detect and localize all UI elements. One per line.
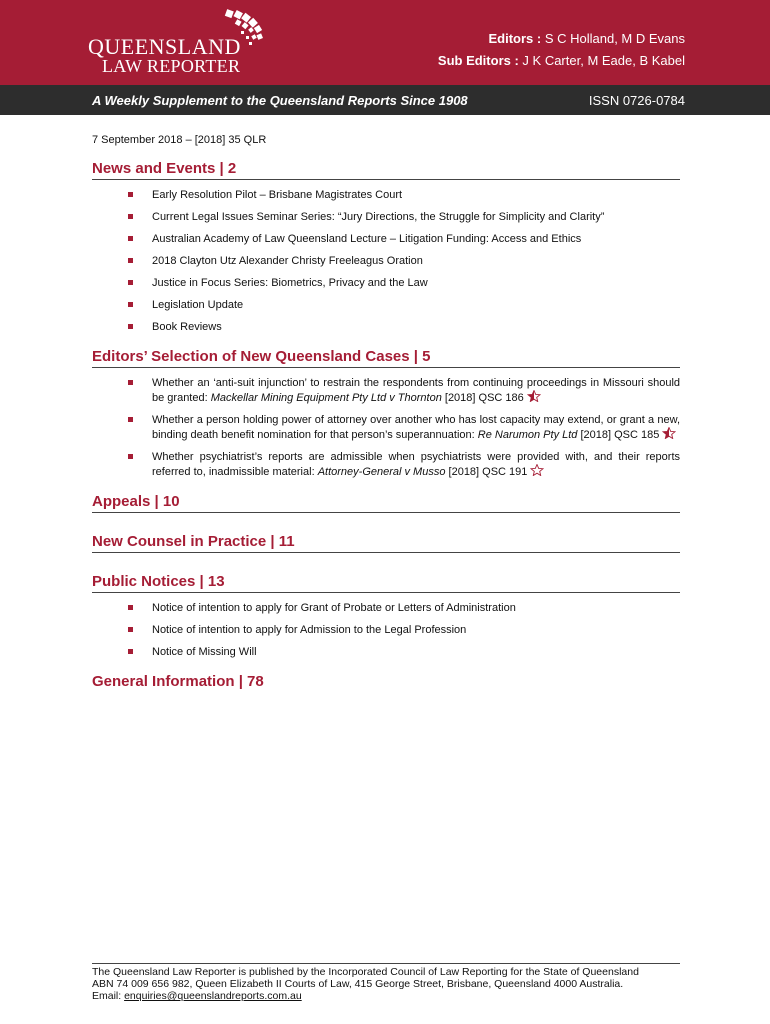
sub-editors-names: J K Carter, M Eade, B Kabel	[522, 53, 685, 68]
list-item: Current Legal Issues Seminar Series: “Jury Directions, the Struggle for Simplicity and Clarity”	[92, 210, 680, 224]
list-item: Notice of Missing Will	[92, 645, 680, 659]
section-general-info	[92, 673, 680, 692]
tagline: A Weekly Supplement to the Queensland Reports Since 1908	[92, 93, 468, 108]
footer-email-line	[92, 990, 680, 1002]
section-title-editors-selection: Editors’ Selection of New Queensland Cases | 5	[92, 348, 680, 368]
editors-block	[438, 28, 685, 72]
section-title-public-notices: Public Notices | 13	[92, 573, 680, 593]
list-item: Australian Academy of Law Queensland Lecture – Litigation Funding: Access and Ethics	[92, 232, 680, 246]
case-name: Re Narumon Pty Ltd	[477, 429, 578, 441]
list-item: Justice in Focus Series: Biometrics, Privacy and the Law	[92, 276, 680, 290]
list-item: Notice of intention to apply for Grant of Probate or Letters of Administration	[92, 601, 680, 615]
logo-line1: QUEENSLAND	[88, 34, 241, 59]
issn: ISSN 0726-0784	[588, 93, 685, 108]
case-citation: [2018] QSC 185	[577, 429, 660, 441]
editors-label: Editors :	[488, 31, 542, 46]
section-title-appeals: Appeals | 10	[92, 493, 680, 513]
section-title-new-counsel: New Counsel in Practice | 11	[92, 533, 680, 553]
case-question: Whether an ‘anti-suit injunction’ to restrain the respondents from continuing proceedings in Missouri should be granted:	[152, 377, 680, 404]
footer-email-label: Email:	[92, 990, 125, 1002]
footer-line1: The Queensland Law Reporter is published by the Incorporated Council of Law Reporting for the State of Queensland	[92, 966, 639, 978]
section-title-general-info: General Information | 78	[92, 673, 264, 690]
section-editors-selection	[92, 348, 680, 479]
case-citation: [2018] QSC 186	[441, 392, 524, 404]
editors-names: S C Holland, M D Evans	[544, 31, 685, 46]
list-item: 2018 Clayton Utz Alexander Christy Freeleagus Oration	[92, 254, 680, 268]
list-item: Legislation Update	[92, 298, 680, 312]
tagline-band	[0, 85, 770, 115]
case-question: Whether a person holding power of attorney over another who has lost capacity may extend, or grant a new, binding death benefit nomination for that person’s superannuation:	[152, 414, 680, 441]
list-item: Early Resolution Pilot – Brisbane Magistrates Court	[92, 188, 680, 202]
half-star-icon	[662, 427, 676, 439]
empty-star-icon	[530, 464, 544, 476]
section-appeals	[92, 493, 680, 513]
logo-line2: LAW REPORTER	[102, 56, 241, 76]
issue-date: 7 September 2018 – [2018] 35 QLR	[92, 134, 267, 146]
section-new-counsel	[92, 533, 680, 553]
footer-email-link[interactable]: enquiries@queenslandreports.com.au	[124, 990, 302, 1002]
sub-editors-label: Sub Editors :	[437, 53, 519, 68]
half-star-icon	[527, 390, 541, 402]
case-question: Whether psychiatrist’s reports are admissible when psychiatrists were provided with, and their reports referred to, inadmissible material:	[152, 451, 680, 478]
list-item: Book Reviews	[92, 320, 680, 334]
case-name: Attorney-General v Musso	[317, 466, 446, 478]
list-item	[92, 450, 680, 479]
masthead	[0, 0, 770, 85]
case-name: Mackellar Mining Equipment Pty Ltd v Thornton	[210, 392, 442, 404]
logo	[88, 8, 278, 78]
footer	[92, 963, 680, 1002]
list-item	[92, 376, 680, 405]
list-item: Notice of intention to apply for Admission to the Legal Profession	[92, 623, 680, 637]
footer-line2: ABN 74 009 656 982, Queen Elizabeth II Courts of Law, 415 George Street, Brisbane, Queensland 4000 Australia.	[92, 978, 624, 990]
contents	[92, 160, 680, 706]
section-title-news: News and Events | 2	[92, 160, 680, 180]
case-citation: [2018] QSC 191	[445, 466, 528, 478]
section-public-notices	[92, 573, 680, 659]
section-news	[92, 160, 680, 334]
list-item	[92, 413, 680, 442]
